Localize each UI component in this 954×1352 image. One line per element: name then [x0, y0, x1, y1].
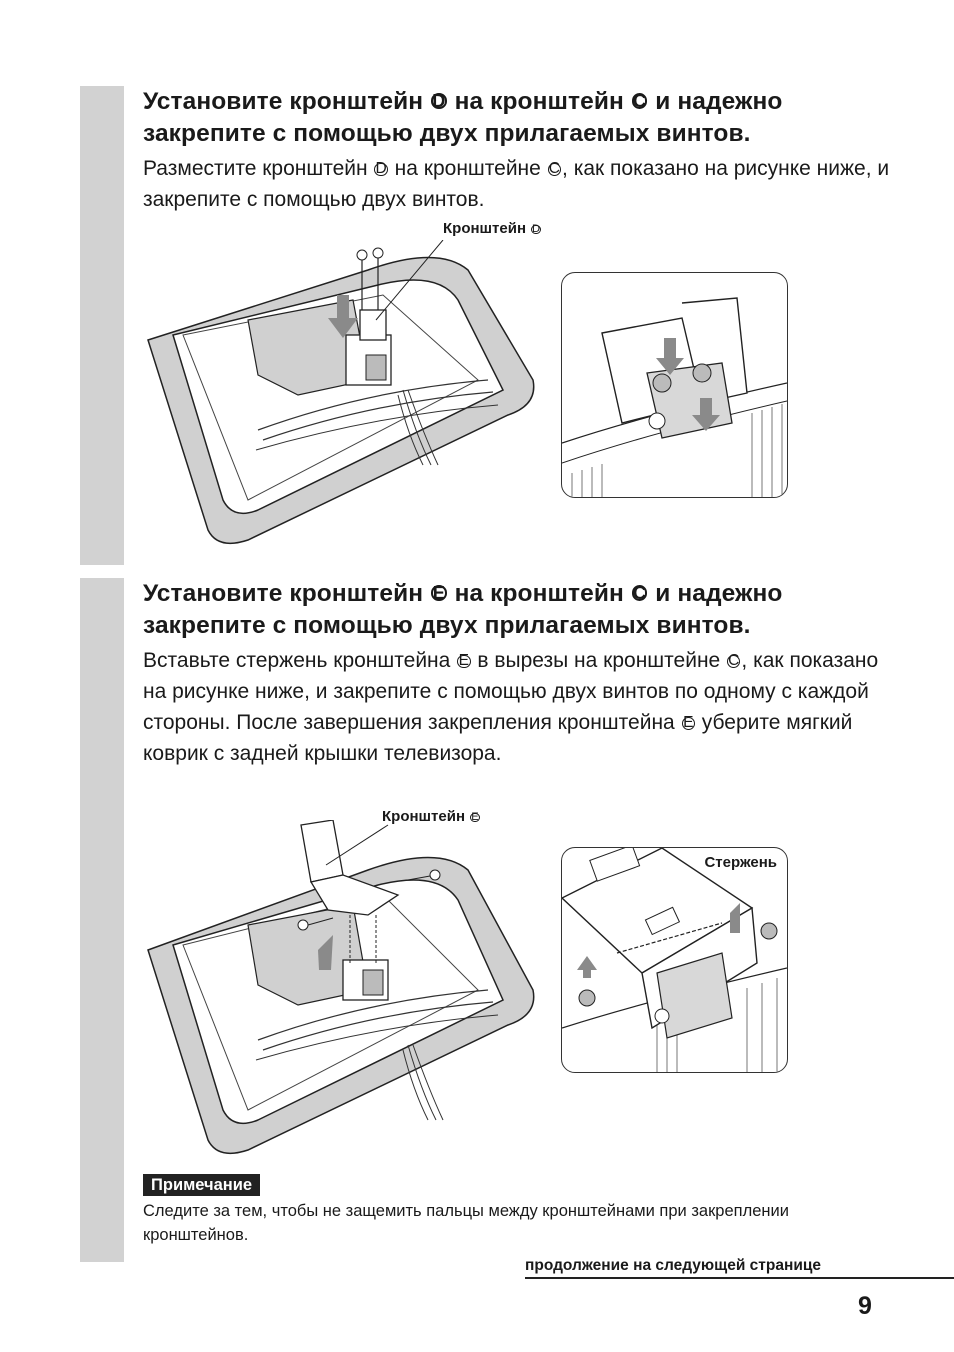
bracket-d-detail-inset	[561, 272, 788, 498]
page-number: 9	[858, 1292, 872, 1320]
circled-letter: D	[432, 91, 446, 112]
circled-letter: E	[471, 810, 479, 823]
bracket-d-detail-drawing	[562, 273, 787, 497]
continued-on-next-page: продолжение на следующей странице	[525, 1257, 822, 1274]
tv-back-bracket-d-illustration	[138, 240, 538, 550]
tv-back-bracket-e-illustration	[138, 820, 538, 1160]
circled-letter: E	[458, 652, 470, 670]
step-1-sidebar	[80, 86, 124, 565]
step-2-instructions: Вставьте стержень кронштейна E в вырезы на кронштейне C, как показано на рисунке ниже, и закрепите с помощью двух винтов по одному с каждой стороны. После завершения закрепления кронштейна E уберите мягкий коврик с задней крышки телевизора.	[143, 649, 879, 765]
circled-letter: E	[432, 583, 445, 604]
circled-letter: D	[375, 160, 387, 178]
rod-label: Стержень	[704, 854, 777, 871]
footer-divider	[525, 1277, 954, 1279]
step-1-instructions: Разместите кронштейн D на кронштейне C, как показано на рисунке ниже, и закрепите с помощью двух винтов.	[143, 157, 890, 211]
bracket-e-detail-inset	[561, 847, 788, 1073]
note-badge: Примечание	[143, 1174, 260, 1196]
bracket-d-callout: Кронштейн D	[443, 220, 540, 237]
circled-letter: C	[548, 160, 560, 178]
step-2-sidebar	[80, 578, 124, 1262]
circled-letter: D	[531, 222, 540, 235]
circled-letter: E	[683, 714, 694, 732]
circled-letter: C	[633, 583, 647, 604]
step-1-heading: Установите кронштейн D на кронштейн C и надежно закрепите с помощью двух прилагаемых винтов.	[143, 88, 783, 147]
circled-letter: C	[633, 91, 647, 112]
bracket-e-detail-drawing	[562, 848, 787, 1072]
note-text: Следите за тем, чтобы не защемить пальцы между кронштейнами при закреплении кронштейнов.	[143, 1202, 789, 1244]
bracket-e-callout: Кронштейн E	[382, 808, 479, 825]
step-2-heading: Установите кронштейн E на кронштейн C и надежно закрепите с помощью двух прилагаемых винтов.	[143, 580, 783, 639]
circled-letter: C	[728, 652, 740, 670]
